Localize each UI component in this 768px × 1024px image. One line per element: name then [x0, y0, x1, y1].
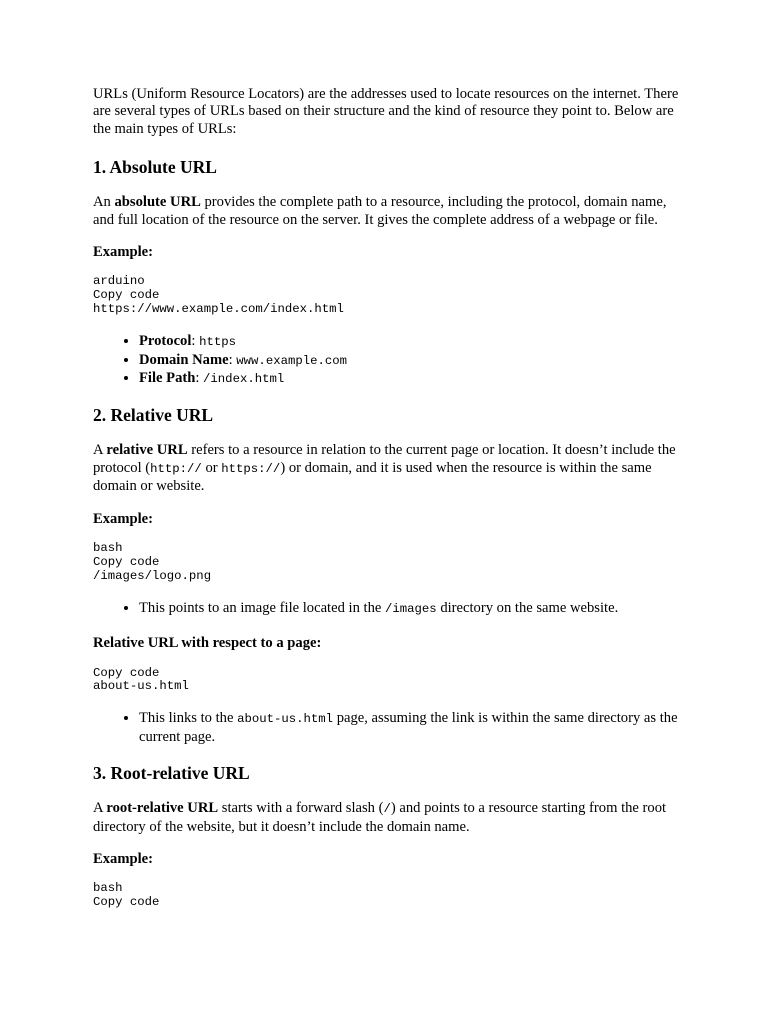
code-value-3: about-us.html [93, 679, 189, 694]
code-value-1: https://www.example.com/index.html [93, 302, 344, 317]
document-page [93, 86, 683, 910]
absolute-url-paragraph: An absolute URL provides the complete path to a resource, including the protocol, domain name, and full location of the resource on the server. It gives the complete address of a webpage or file. [93, 194, 667, 228]
heading-root-relative-url: 3. Root-relative URL [93, 763, 250, 784]
relative-url-term: relative URL [106, 442, 188, 459]
code-block-3 [93, 667, 683, 695]
code-language-4: bash [93, 881, 123, 896]
list-item: • File Path: /index.html [139, 370, 683, 388]
intro-paragraph: URLs (Uniform Resource Locators) are the addresses used to locate resources on the internet. There are several types of URLs based on their structure and the kind of resource they point to. Below are the main types of URLs: [93, 86, 679, 137]
code-block-1 [93, 275, 683, 317]
absolute-url-term: absolute URL [114, 194, 201, 211]
relative-to-page-label: Relative URL with respect to a page: [93, 635, 322, 652]
absolute-url-parts-list [93, 333, 683, 388]
root-relative-url-paragraph: A root-relative URL starts with a forward slash (/) and points to a resource starting from the root directory of the website, but it doesn’t include the domain name. [93, 800, 667, 835]
relative-page-notes-list [93, 710, 683, 746]
example-label-1: Example: [93, 244, 153, 261]
code-value-2: /images/logo.png [93, 568, 212, 583]
relative-url-notes-list [93, 600, 683, 618]
heading-absolute-url: 1. Absolute URL [93, 157, 217, 178]
example-label-2: Example: [93, 510, 153, 527]
code-language-1: arduino [93, 274, 145, 289]
copy-code-button-4[interactable]: Copy code [93, 895, 160, 910]
list-item: • Domain Name: www.example.com [139, 352, 683, 370]
example-label-3: Example: [93, 850, 153, 867]
code-block-2 [93, 542, 683, 584]
list-item: • This points to an image file located in the /images directory on the same website. [139, 600, 683, 618]
code-block-4 [93, 882, 683, 910]
copy-code-button-2[interactable]: Copy code [93, 554, 160, 569]
list-item: • This links to the about-us.html page, assuming the link is within the same directory as the current page. [139, 710, 683, 746]
heading-relative-url: 2. Relative URL [93, 405, 214, 426]
list-item: • Protocol: https [139, 333, 683, 351]
code-language-2: bash [93, 541, 123, 555]
relative-url-paragraph: A relative URL refers to a resource in relation to the current page or location. It doesn’t include the protocol (http:// or https://) or domain, and it is used when the resource is within the same domain or website. [93, 442, 676, 495]
copy-code-button-1[interactable]: Copy code [93, 288, 160, 303]
copy-code-button-3[interactable]: Copy code [93, 665, 160, 680]
root-relative-url-term: root-relative URL [106, 800, 219, 817]
